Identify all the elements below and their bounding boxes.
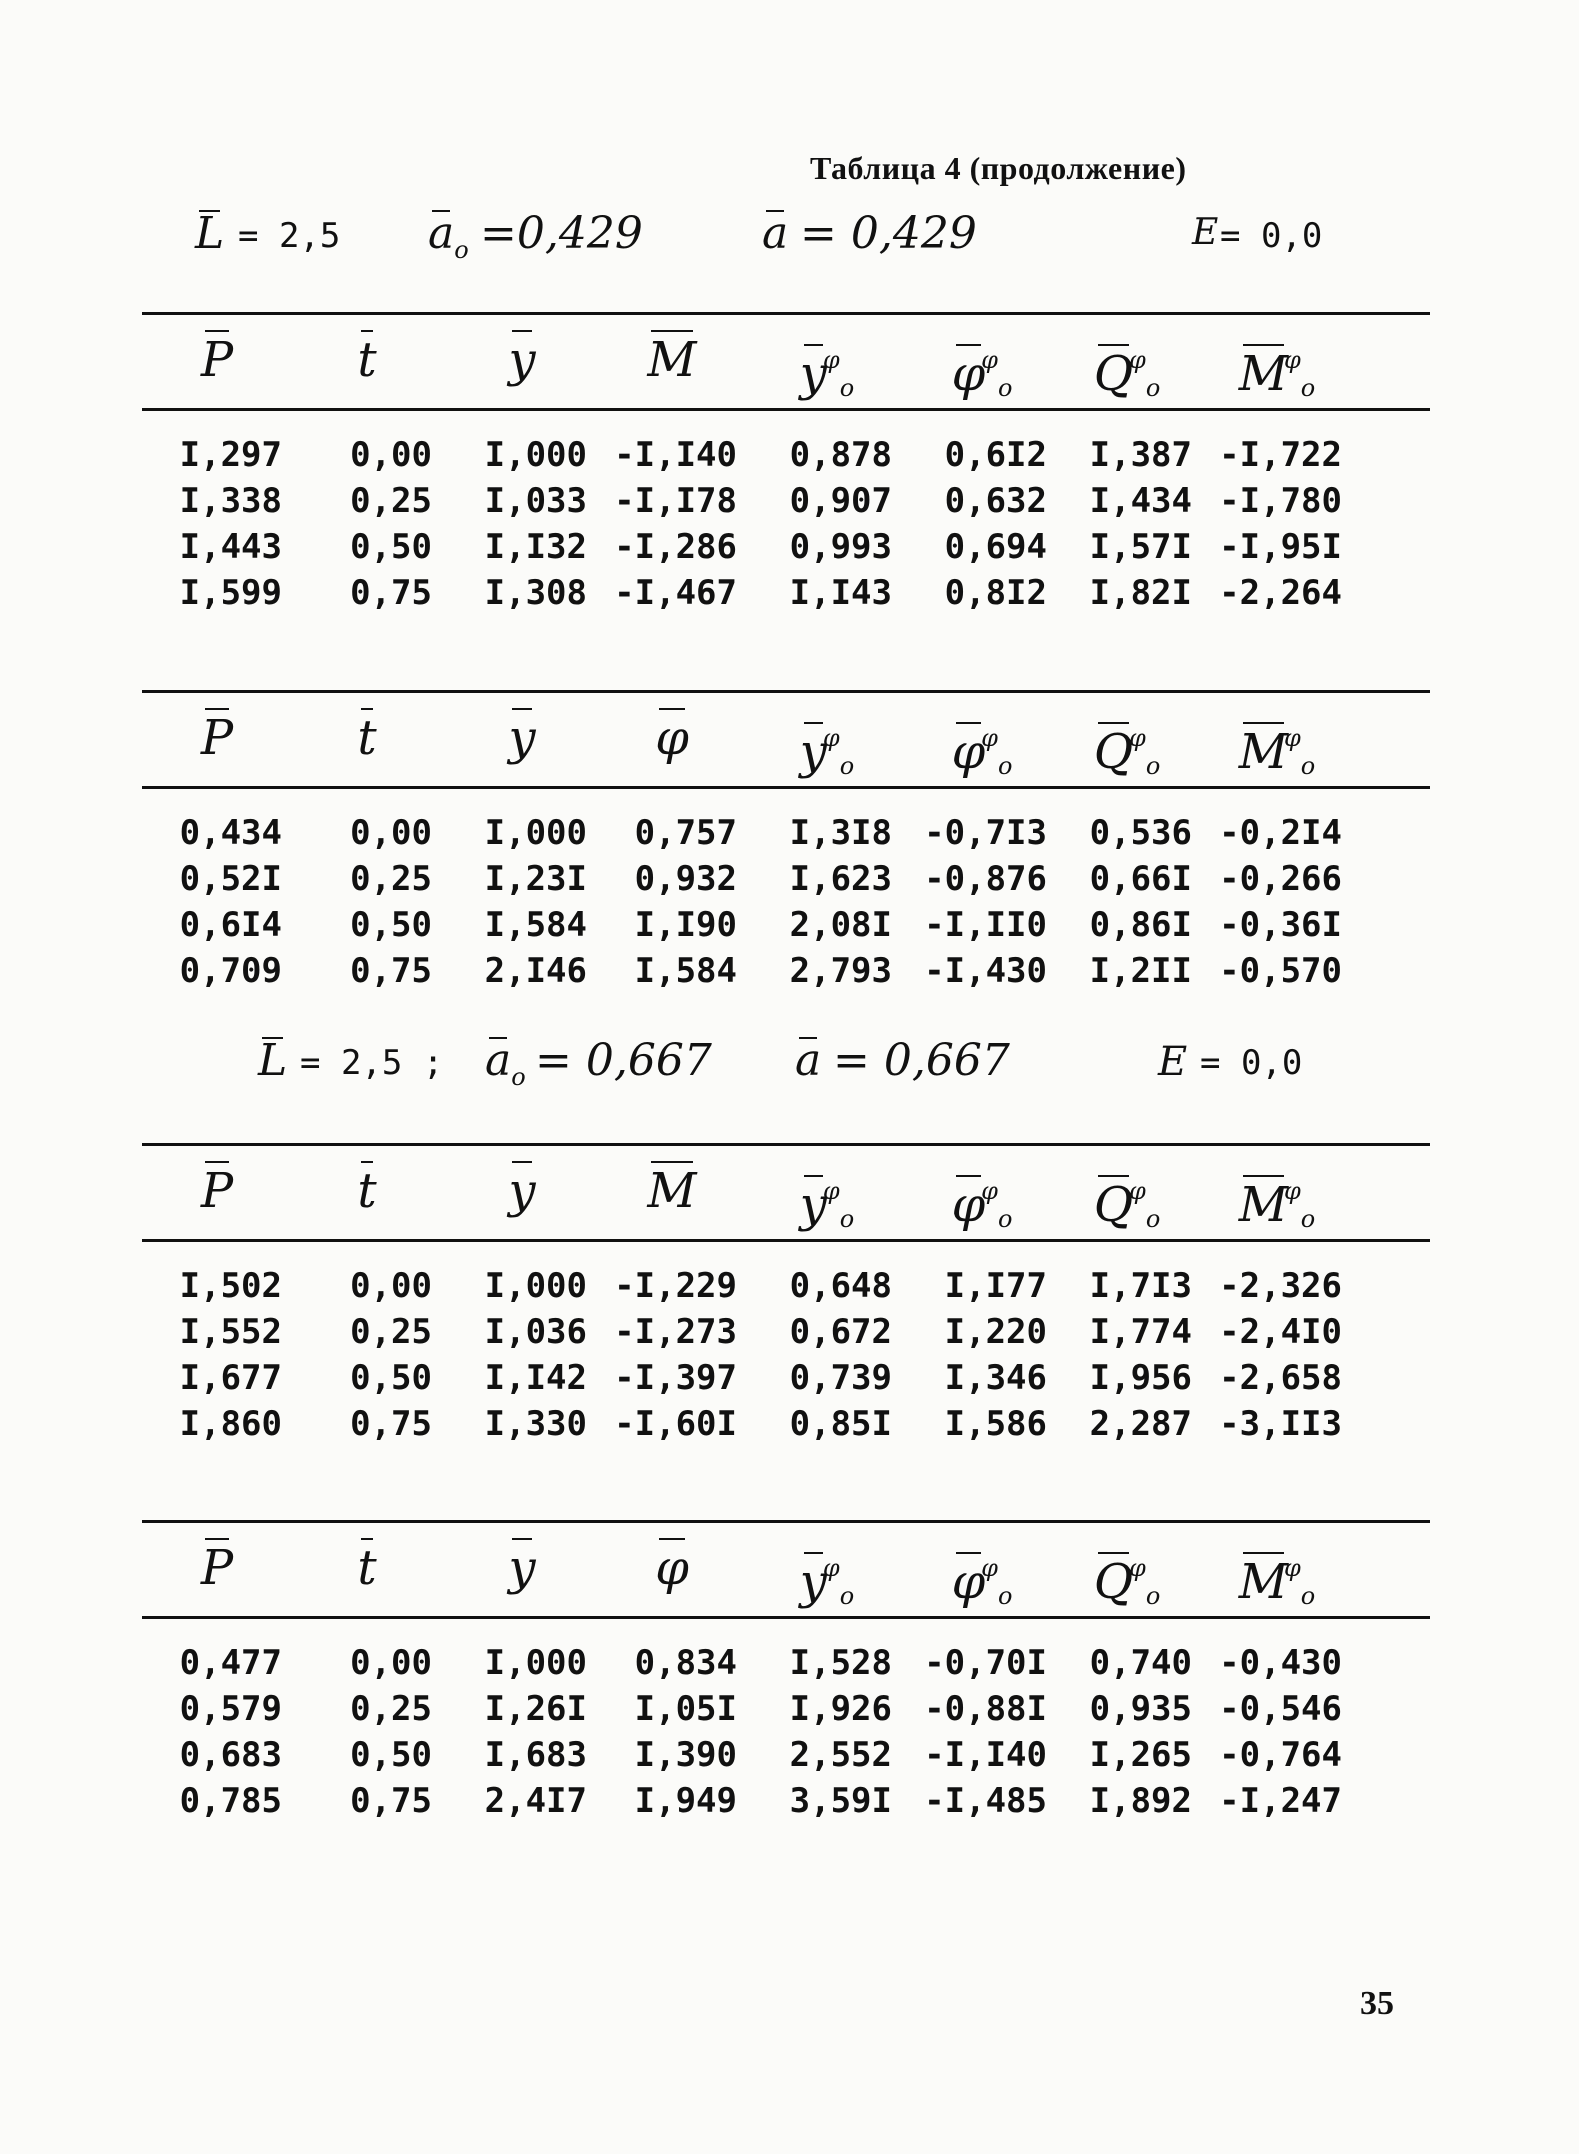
- header-symbol: φ: [952, 1550, 986, 1614]
- column-header: [597, 1536, 747, 1600]
- header-superscript: φ: [1129, 346, 1146, 374]
- table-cell: I,265: [1089, 1735, 1192, 1775]
- table-cell: -I,I40: [614, 435, 737, 475]
- table-cell: 0,75: [350, 1781, 432, 1821]
- table-cell: I,584: [634, 951, 737, 991]
- table-cell: -0,570: [1219, 951, 1342, 991]
- table-cell: 0,740: [1089, 1643, 1192, 1683]
- table-cell: -I,I40: [924, 1735, 1047, 1775]
- table-cell: 0,785: [179, 1781, 282, 1821]
- header-symbol: y: [800, 720, 827, 784]
- table-cell: -I,95I: [1219, 527, 1342, 567]
- header-subscript: o: [997, 752, 1013, 780]
- header-superscript: φ: [1283, 1554, 1301, 1582]
- table-cell: I,05I: [634, 1689, 737, 1729]
- table-cell: I,000: [484, 435, 587, 475]
- table-cell: I,000: [484, 1266, 587, 1306]
- header-symbol: P: [201, 706, 233, 770]
- column-header: [142, 1159, 292, 1223]
- header-symbol: φ: [655, 706, 689, 770]
- table-cell: -2,658: [1219, 1358, 1342, 1398]
- table-cell: -3,II3: [1219, 1404, 1342, 1444]
- header-superscript: φ: [822, 346, 840, 374]
- table-cell: I,000: [484, 813, 587, 853]
- table-cell: 0,25: [350, 481, 432, 521]
- table-cell: I,956: [1089, 1358, 1192, 1398]
- table-top-rule: [142, 1143, 1430, 1146]
- table-cell: -0,36I: [1219, 905, 1342, 945]
- column-header: [1202, 328, 1352, 420]
- section-2-parameters: [0, 1035, 1579, 1105]
- header-symbol: M: [1239, 1550, 1288, 1614]
- table-row: [142, 1309, 1430, 1355]
- header-subscript: o: [1300, 374, 1316, 402]
- table-cell: 2,08I: [789, 905, 892, 945]
- header-superscript: φ: [1283, 1177, 1301, 1205]
- table-cell: 0,75: [350, 951, 432, 991]
- column-header: [597, 706, 747, 770]
- header-symbol: Q: [1094, 1550, 1133, 1614]
- table-cell: I,390: [634, 1735, 737, 1775]
- header-subscript: o: [997, 374, 1013, 402]
- table-cell: 0,739: [789, 1358, 892, 1398]
- param-E-value: = 0,0: [1220, 216, 1323, 256]
- table-cell: 3,59I: [789, 1781, 892, 1821]
- table-row: [142, 1263, 1430, 1309]
- table-cell: -0,546: [1219, 1689, 1342, 1729]
- column-header: [1052, 1536, 1202, 1628]
- header-superscript: φ: [822, 1177, 840, 1205]
- header-superscript: φ: [1129, 724, 1146, 752]
- table-cell: I,599: [179, 573, 282, 613]
- table-cell: I,I42: [484, 1358, 587, 1398]
- table-cell: 0,477: [179, 1643, 282, 1683]
- table-cell: I,683: [484, 1735, 587, 1775]
- table-cell: I,220: [944, 1312, 1047, 1352]
- table-cell: I,82I: [1089, 573, 1192, 613]
- header-subscript: o: [839, 374, 855, 402]
- table-cell: I,346: [944, 1358, 1047, 1398]
- header-subscript: o: [1300, 752, 1316, 780]
- header-symbol: P: [201, 1536, 233, 1600]
- header-subscript: o: [839, 752, 855, 780]
- header-symbol: φ: [655, 1536, 689, 1600]
- table-cell: 0,25: [350, 859, 432, 899]
- table-cell: I,330: [484, 1404, 587, 1444]
- table-cell: I,23I: [484, 859, 587, 899]
- table-cell: 0,75: [350, 573, 432, 613]
- header-symbol: t: [357, 1536, 376, 1600]
- header-superscript: φ: [1283, 724, 1301, 752]
- table-cell: 0,932: [634, 859, 737, 899]
- header-subscript: o: [839, 1582, 855, 1610]
- table-cell: I,I43: [789, 573, 892, 613]
- table-cell: -I,467: [614, 573, 737, 613]
- table-cell: I,338: [179, 481, 282, 521]
- param-a0-symbol: $a_o$: [485, 1035, 526, 1091]
- table-cell: 0,86I: [1089, 905, 1192, 945]
- header-superscript: φ: [822, 724, 840, 752]
- header-superscript: φ: [1283, 346, 1301, 374]
- header-symbol: y: [508, 1536, 535, 1600]
- header-superscript: φ: [822, 1554, 840, 1582]
- column-header: [447, 1159, 597, 1223]
- table-row: [142, 524, 1430, 570]
- table-cell: -I,II0: [924, 905, 1047, 945]
- column-header: [907, 1536, 1057, 1628]
- table-cell: -I,485: [924, 1781, 1047, 1821]
- table-cell: I,387: [1089, 435, 1192, 475]
- header-symbol: y: [800, 1550, 827, 1614]
- header-symbol: y: [508, 328, 535, 392]
- header-symbol: φ: [952, 342, 986, 406]
- table-cell: 0,683: [179, 1735, 282, 1775]
- header-symbol: M: [647, 1159, 696, 1223]
- table-cell: 0,8I2: [944, 573, 1047, 613]
- table-cell: 0,579: [179, 1689, 282, 1729]
- table-cell: 0,50: [350, 905, 432, 945]
- header-symbol: P: [201, 1159, 233, 1223]
- table-cell: 0,50: [350, 1735, 432, 1775]
- table-cell: 0,536: [1089, 813, 1192, 853]
- table-cell: -0,2I4: [1219, 813, 1342, 853]
- param-L-value: = 2,5: [238, 216, 341, 256]
- table-cell: I,584: [484, 905, 587, 945]
- table-cell: I,926: [789, 1689, 892, 1729]
- table-cell: I,036: [484, 1312, 587, 1352]
- column-header: [907, 706, 1057, 798]
- header-subscript: o: [839, 1205, 855, 1233]
- table-cell: 0,935: [1089, 1689, 1192, 1729]
- table-cell: 0,434: [179, 813, 282, 853]
- column-header: [752, 1536, 902, 1628]
- header-superscript: φ: [981, 1554, 998, 1582]
- table-cell: -I,397: [614, 1358, 737, 1398]
- table-cell: 0,672: [789, 1312, 892, 1352]
- header-superscript: φ: [981, 346, 998, 374]
- header-symbol: Q: [1094, 342, 1133, 406]
- table-row: [142, 1401, 1430, 1447]
- table-cell: -0,70I: [924, 1643, 1047, 1683]
- table-caption: Таблица 4 (продолжение): [810, 150, 1187, 186]
- header-subscript: o: [1145, 374, 1161, 402]
- column-header: [907, 328, 1057, 420]
- table-cell: 0,993: [789, 527, 892, 567]
- table-cell: -I,780: [1219, 481, 1342, 521]
- table-cell: I,308: [484, 573, 587, 613]
- column-header: [292, 706, 442, 770]
- column-header: [1052, 1159, 1202, 1251]
- table-cell: I,000: [484, 1643, 587, 1683]
- table-cell: I,586: [944, 1404, 1047, 1444]
- column-header: [142, 706, 292, 770]
- table-cell: I,623: [789, 859, 892, 899]
- table-cell: -0,7I3: [924, 813, 1047, 853]
- header-superscript: φ: [981, 1177, 998, 1205]
- param-a-symbol: a: [762, 208, 789, 259]
- column-header: [447, 328, 597, 392]
- table-cell: -I,273: [614, 1312, 737, 1352]
- param-L-symbol: L: [258, 1035, 288, 1086]
- data-table: [142, 1143, 1430, 1443]
- table-cell: 0,00: [350, 1643, 432, 1683]
- header-symbol: M: [1239, 1173, 1288, 1237]
- table-cell: I,434: [1089, 481, 1192, 521]
- table-row: [142, 570, 1430, 616]
- table-cell: -I,I78: [614, 481, 737, 521]
- param-a0-value: =0,429: [480, 208, 643, 259]
- table-cell: 0,75: [350, 1404, 432, 1444]
- table-cell: 0,834: [634, 1643, 737, 1683]
- param-E-symbol: E: [1158, 1039, 1188, 1085]
- table-cell: -I,286: [614, 527, 737, 567]
- table-cell: 0,66I: [1089, 859, 1192, 899]
- header-superscript: φ: [1129, 1177, 1146, 1205]
- table-cell: I,26I: [484, 1689, 587, 1729]
- table-cell: 0,25: [350, 1689, 432, 1729]
- header-symbol: φ: [952, 1173, 986, 1237]
- table-row: [142, 1640, 1430, 1686]
- param-a0-symbol: $a_o$: [428, 208, 469, 264]
- table-row: [142, 902, 1430, 948]
- table-cell: -I,229: [614, 1266, 737, 1306]
- column-header: [292, 328, 442, 392]
- table-cell: 0,6I2: [944, 435, 1047, 475]
- header-symbol: y: [508, 1159, 535, 1223]
- table-cell: 0,757: [634, 813, 737, 853]
- table-row: [142, 478, 1430, 524]
- column-header: [907, 1159, 1057, 1251]
- table-cell: -2,326: [1219, 1266, 1342, 1306]
- table-cell: 0,00: [350, 813, 432, 853]
- table-cell: I,I90: [634, 905, 737, 945]
- header-symbol: φ: [952, 720, 986, 784]
- data-table: [142, 312, 1430, 612]
- header-symbol: y: [800, 342, 827, 406]
- table-cell: I,774: [1089, 1312, 1192, 1352]
- table-cell: I,892: [1089, 1781, 1192, 1821]
- table-cell: I,949: [634, 1781, 737, 1821]
- column-header: [1202, 1159, 1352, 1251]
- table-cell: -2,264: [1219, 573, 1342, 613]
- header-subscript: o: [1300, 1582, 1316, 1610]
- page-number: 35: [1360, 1985, 1394, 2022]
- table-cell: 0,25: [350, 1312, 432, 1352]
- table-cell: -0,876: [924, 859, 1047, 899]
- table-cell: 0,50: [350, 1358, 432, 1398]
- param-a-symbol: a: [795, 1035, 822, 1086]
- table-cell: -0,430: [1219, 1643, 1342, 1683]
- table-cell: 0,00: [350, 435, 432, 475]
- table-row: [142, 810, 1430, 856]
- table-cell: 2,287: [1089, 1404, 1192, 1444]
- data-table: [142, 1520, 1430, 1820]
- header-subscript: o: [1145, 1205, 1161, 1233]
- table-row: [142, 1778, 1430, 1824]
- header-symbol: M: [647, 328, 696, 392]
- table-cell: I,297: [179, 435, 282, 475]
- column-header: [752, 1159, 902, 1251]
- table-row: [142, 1732, 1430, 1778]
- table-cell: 0,50: [350, 527, 432, 567]
- table-cell: 2,4I7: [484, 1781, 587, 1821]
- table-cell: 2,552: [789, 1735, 892, 1775]
- table-cell: 0,52I: [179, 859, 282, 899]
- table-cell: -0,88I: [924, 1689, 1047, 1729]
- header-symbol: t: [357, 328, 376, 392]
- table-row: [142, 1355, 1430, 1401]
- header-symbol: Q: [1094, 720, 1133, 784]
- table-cell: I,7I3: [1089, 1266, 1192, 1306]
- column-header: [1202, 706, 1352, 798]
- table-cell: -2,4I0: [1219, 1312, 1342, 1352]
- header-subscript: o: [997, 1582, 1013, 1610]
- table-row: [142, 432, 1430, 478]
- param-E-symbol: E: [1192, 212, 1219, 253]
- column-header: [447, 706, 597, 770]
- table-row: [142, 948, 1430, 994]
- param-a0-value: = 0,667: [535, 1035, 712, 1086]
- column-header: [142, 328, 292, 392]
- param-L-value: = 2,5 ;: [300, 1043, 444, 1083]
- table-cell: -I,722: [1219, 435, 1342, 475]
- table-cell: -0,266: [1219, 859, 1342, 899]
- table-cell: I,57I: [1089, 527, 1192, 567]
- header-superscript: φ: [981, 724, 998, 752]
- table-cell: I,528: [789, 1643, 892, 1683]
- table-cell: I,2II: [1089, 951, 1192, 991]
- table-cell: I,3I8: [789, 813, 892, 853]
- column-header: [1052, 706, 1202, 798]
- column-header: [447, 1536, 597, 1600]
- table-cell: 0,878: [789, 435, 892, 475]
- column-header: [142, 1536, 292, 1600]
- table-cell: -I,247: [1219, 1781, 1342, 1821]
- column-header: [752, 706, 902, 798]
- table-cell: 0,00: [350, 1266, 432, 1306]
- table-cell: I,860: [179, 1404, 282, 1444]
- table-row: [142, 856, 1430, 902]
- column-header: [597, 1159, 747, 1223]
- column-header: [597, 328, 747, 392]
- column-header: [292, 1159, 442, 1223]
- table-cell: I,677: [179, 1358, 282, 1398]
- column-header: [752, 328, 902, 420]
- param-E-value: = 0,0: [1200, 1043, 1303, 1083]
- table-cell: 0,648: [789, 1266, 892, 1306]
- table-cell: 0,694: [944, 527, 1047, 567]
- header-symbol: P: [201, 328, 233, 392]
- header-symbol: M: [1239, 342, 1288, 406]
- table-top-rule: [142, 690, 1430, 693]
- table-cell: -0,764: [1219, 1735, 1342, 1775]
- table-cell: I,033: [484, 481, 587, 521]
- table-top-rule: [142, 1520, 1430, 1523]
- param-a-value: = 0,429: [800, 208, 977, 259]
- header-subscript: o: [1145, 752, 1161, 780]
- header-subscript: o: [997, 1205, 1013, 1233]
- table-cell: I,I77: [944, 1266, 1047, 1306]
- table-cell: I,I32: [484, 527, 587, 567]
- header-symbol: Q: [1094, 1173, 1133, 1237]
- param-L-symbol: L: [195, 208, 225, 259]
- header-symbol: y: [508, 706, 535, 770]
- table-cell: I,443: [179, 527, 282, 567]
- column-header: [1202, 1536, 1352, 1628]
- header-subscript: o: [1300, 1205, 1316, 1233]
- data-table: [142, 690, 1430, 990]
- table-cell: 0,85I: [789, 1404, 892, 1444]
- table-cell: I,502: [179, 1266, 282, 1306]
- header-symbol: t: [357, 1159, 376, 1223]
- table-cell: I,552: [179, 1312, 282, 1352]
- table-cell: 0,709: [179, 951, 282, 991]
- header-symbol: y: [800, 1173, 827, 1237]
- table-cell: 2,793: [789, 951, 892, 991]
- column-header: [292, 1536, 442, 1600]
- table-cell: 0,632: [944, 481, 1047, 521]
- table-cell: -I,60I: [614, 1404, 737, 1444]
- header-superscript: φ: [1129, 1554, 1146, 1582]
- header-subscript: o: [1145, 1582, 1161, 1610]
- table-cell: -I,430: [924, 951, 1047, 991]
- header-symbol: t: [357, 706, 376, 770]
- header-symbol: M: [1239, 720, 1288, 784]
- table-cell: 2,I46: [484, 951, 587, 991]
- table-cell: 0,907: [789, 481, 892, 521]
- column-header: [1052, 328, 1202, 420]
- param-a-value: = 0,667: [833, 1035, 1010, 1086]
- table-top-rule: [142, 312, 1430, 315]
- section-1-parameters: [0, 208, 1579, 278]
- table-cell: 0,6I4: [179, 905, 282, 945]
- table-row: [142, 1686, 1430, 1732]
